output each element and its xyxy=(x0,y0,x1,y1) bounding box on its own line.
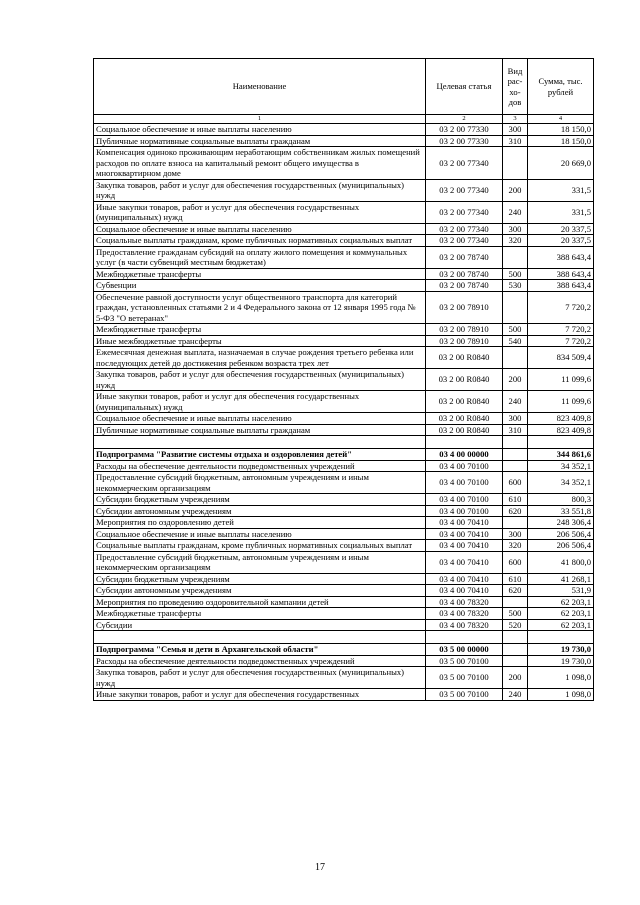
table-row xyxy=(94,573,594,585)
row-amount: 20 337,5 xyxy=(528,223,594,235)
row-expense-kind xyxy=(503,347,528,369)
row-amount: 531,9 xyxy=(528,585,594,597)
page-number: 17 xyxy=(315,862,325,873)
table-row xyxy=(94,540,594,552)
row-amount: 34 352,1 xyxy=(528,472,594,494)
row-name: Подпрограмма "Развитие системы отдыха и оздоровления детей" xyxy=(94,449,426,461)
row-name: Публичные нормативные социальные выплаты гражданам xyxy=(94,135,426,147)
row-amount: 388 643,4 xyxy=(528,280,594,292)
row-target-code: 03 2 00 77340 xyxy=(426,223,503,235)
row-name: Межбюджетные трансферты xyxy=(94,268,426,280)
row-target-code: 03 4 00 00000 xyxy=(426,449,503,461)
row-name: Закупка товаров, работ и услуг для обеспечения государственных (муниципальных) нужд xyxy=(94,667,426,689)
table-row xyxy=(94,369,594,391)
row-amount: 388 643,4 xyxy=(528,268,594,280)
table-row xyxy=(94,619,594,631)
row-expense-kind: 300 xyxy=(503,413,528,425)
row-target-code: 03 2 00 78910 xyxy=(426,324,503,336)
row-amount: 7 720,2 xyxy=(528,324,594,336)
spacer-cell xyxy=(426,631,503,644)
row-name: Социальное обеспечение и иные выплаты населению xyxy=(94,223,426,235)
header-sum: Сумма, тыс. рублей xyxy=(528,59,594,115)
row-target-code: 03 4 00 78320 xyxy=(426,619,503,631)
row-target-code: 03 4 00 70410 xyxy=(426,551,503,573)
row-name: Субсидии бюджетным учреждениям xyxy=(94,573,426,585)
row-amount: 20 337,5 xyxy=(528,235,594,247)
table-row xyxy=(94,223,594,235)
row-expense-kind xyxy=(503,449,528,461)
row-name: Расходы на обеспечение деятельности подведомственных учреждений xyxy=(94,655,426,667)
column-number: 1 xyxy=(94,115,426,124)
row-expense-kind: 310 xyxy=(503,135,528,147)
row-amount: 7 720,2 xyxy=(528,291,594,324)
row-expense-kind: 310 xyxy=(503,424,528,436)
row-name: Иные закупки товаров, работ и услуг для обеспечения государственных (муниципальных) нужд xyxy=(94,391,426,413)
row-expense-kind: 320 xyxy=(503,540,528,552)
row-target-code: 03 4 00 70410 xyxy=(426,517,503,529)
table-row xyxy=(94,424,594,436)
table-row xyxy=(94,585,594,597)
row-amount: 1 098,0 xyxy=(528,689,594,701)
column-number: 4 xyxy=(528,115,594,124)
row-name: Субсидии автономным учреждениям xyxy=(94,585,426,597)
row-target-code: 03 4 00 78320 xyxy=(426,608,503,620)
row-amount: 823 409,8 xyxy=(528,424,594,436)
table-row xyxy=(94,472,594,494)
row-name: Субсидии бюджетным учреждениям xyxy=(94,494,426,506)
row-target-code: 03 4 00 78320 xyxy=(426,596,503,608)
table-row xyxy=(94,201,594,223)
table-row xyxy=(94,268,594,280)
row-amount: 18 150,0 xyxy=(528,135,594,147)
table-row xyxy=(94,655,594,667)
table-spacer-row xyxy=(94,436,594,449)
row-amount: 331,5 xyxy=(528,201,594,223)
row-amount: 1 098,0 xyxy=(528,667,594,689)
row-expense-kind: 200 xyxy=(503,179,528,201)
row-name: Мероприятия по проведению оздоровительной кампании детей xyxy=(94,596,426,608)
table-row xyxy=(94,147,594,180)
table-row xyxy=(94,391,594,413)
row-name: Межбюджетные трансферты xyxy=(94,608,426,620)
row-name: Социальное обеспечение и иные выплаты населению xyxy=(94,528,426,540)
row-amount: 20 669,0 xyxy=(528,147,594,180)
row-amount: 34 352,1 xyxy=(528,460,594,472)
row-amount: 33 551,8 xyxy=(528,505,594,517)
row-name: Субвенции xyxy=(94,280,426,292)
row-name: Иные закупки товаров, работ и услуг для обеспечения государственных xyxy=(94,689,426,701)
row-target-code: 03 5 00 00000 xyxy=(426,644,503,656)
row-expense-kind: 240 xyxy=(503,391,528,413)
row-expense-kind: 320 xyxy=(503,235,528,247)
row-expense-kind: 200 xyxy=(503,369,528,391)
row-name: Социальное обеспечение и иные выплаты населению xyxy=(94,413,426,425)
header-kind: Вид рас-хо-дов xyxy=(503,59,528,115)
header-code: Целевая статья xyxy=(426,59,503,115)
row-expense-kind: 500 xyxy=(503,324,528,336)
table-row xyxy=(94,235,594,247)
table-row xyxy=(94,135,594,147)
table-row xyxy=(94,413,594,425)
row-amount: 206 506,4 xyxy=(528,540,594,552)
row-amount: 62 203,1 xyxy=(528,596,594,608)
row-expense-kind: 240 xyxy=(503,201,528,223)
table-row xyxy=(94,528,594,540)
row-target-code: 03 2 00 78910 xyxy=(426,335,503,347)
row-target-code: 03 2 00 R0840 xyxy=(426,391,503,413)
header-name: Наименование xyxy=(94,59,426,115)
table-row xyxy=(94,517,594,529)
row-amount: 41 268,1 xyxy=(528,573,594,585)
row-target-code: 03 4 00 70410 xyxy=(426,528,503,540)
row-name: Публичные нормативные социальные выплаты гражданам xyxy=(94,424,426,436)
row-target-code: 03 5 00 70100 xyxy=(426,655,503,667)
row-target-code: 03 2 00 R0840 xyxy=(426,347,503,369)
budget-page xyxy=(93,58,593,701)
row-target-code: 03 2 00 77330 xyxy=(426,135,503,147)
row-target-code: 03 2 00 77340 xyxy=(426,235,503,247)
subprogram-row xyxy=(94,449,594,461)
row-expense-kind xyxy=(503,291,528,324)
row-name: Мероприятия по оздоровлению детей xyxy=(94,517,426,529)
row-name: Закупка товаров, работ и услуг для обеспечения государственных (муниципальных) нужд xyxy=(94,369,426,391)
row-expense-kind: 610 xyxy=(503,494,528,506)
row-name: Предоставление субсидий бюджетным, автономным учреждениям и иным некоммерческим организациям xyxy=(94,472,426,494)
row-amount: 331,5 xyxy=(528,179,594,201)
row-name: Предоставление гражданам субсидий на оплату жилого помещения и коммунальных услуг (в части субвенций местным бюджетам) xyxy=(94,246,426,268)
row-expense-kind: 200 xyxy=(503,667,528,689)
spacer-cell xyxy=(528,631,594,644)
row-amount: 11 099,6 xyxy=(528,391,594,413)
row-amount: 19 730,0 xyxy=(528,655,594,667)
row-name: Межбюджетные трансферты xyxy=(94,324,426,336)
row-amount: 834 509,4 xyxy=(528,347,594,369)
row-target-code: 03 4 00 70410 xyxy=(426,573,503,585)
row-name: Предоставление субсидий бюджетным, автономным учреждениям и иным некоммерческим организациям xyxy=(94,551,426,573)
row-name: Субсидии автономным учреждениям xyxy=(94,505,426,517)
row-amount: 11 099,6 xyxy=(528,369,594,391)
row-name: Закупка товаров, работ и услуг для обеспечения государственных (муниципальных) нужд xyxy=(94,179,426,201)
row-expense-kind: 300 xyxy=(503,528,528,540)
table-row xyxy=(94,505,594,517)
table-row xyxy=(94,347,594,369)
table-row xyxy=(94,494,594,506)
row-amount: 62 203,1 xyxy=(528,608,594,620)
row-expense-kind xyxy=(503,246,528,268)
row-amount: 18 150,0 xyxy=(528,124,594,136)
row-target-code: 03 4 00 70410 xyxy=(426,585,503,597)
row-name: Социальное обеспечение и иные выплаты населению xyxy=(94,124,426,136)
row-amount: 344 861,6 xyxy=(528,449,594,461)
row-amount: 248 306,4 xyxy=(528,517,594,529)
row-expense-kind: 530 xyxy=(503,280,528,292)
row-target-code: 03 2 00 77340 xyxy=(426,179,503,201)
row-expense-kind: 240 xyxy=(503,689,528,701)
row-amount: 62 203,1 xyxy=(528,619,594,631)
column-number: 3 xyxy=(503,115,528,124)
row-target-code: 03 5 00 70100 xyxy=(426,667,503,689)
row-name: Иные межбюджетные трансферты xyxy=(94,335,426,347)
subprogram-row xyxy=(94,644,594,656)
table-row xyxy=(94,179,594,201)
row-amount: 19 730,0 xyxy=(528,644,594,656)
row-target-code: 03 4 00 70100 xyxy=(426,494,503,506)
row-name: Иные закупки товаров, работ и услуг для обеспечения государственных (муниципальных) нужд xyxy=(94,201,426,223)
row-expense-kind: 500 xyxy=(503,268,528,280)
row-expense-kind: 620 xyxy=(503,585,528,597)
row-target-code: 03 4 00 70410 xyxy=(426,540,503,552)
row-name: Социальные выплаты гражданам, кроме публичных нормативных социальных выплат xyxy=(94,540,426,552)
row-expense-kind: 300 xyxy=(503,124,528,136)
row-expense-kind xyxy=(503,460,528,472)
column-number: 2 xyxy=(426,115,503,124)
row-target-code: 03 2 00 78910 xyxy=(426,291,503,324)
row-target-code: 03 2 00 78740 xyxy=(426,268,503,280)
table-row xyxy=(94,608,594,620)
row-amount: 206 506,4 xyxy=(528,528,594,540)
table-body xyxy=(94,124,594,701)
row-name: Компенсация одиноко проживающим неработающим собственникам жилых помещений расходов по оплате взноса на капитальный ремонт общего имущества в многоквартирном доме xyxy=(94,147,426,180)
table-row xyxy=(94,291,594,324)
spacer-cell xyxy=(503,631,528,644)
row-name: Субсидии xyxy=(94,619,426,631)
table-row xyxy=(94,551,594,573)
row-target-code: 03 2 00 R0840 xyxy=(426,369,503,391)
row-expense-kind: 620 xyxy=(503,505,528,517)
row-target-code: 03 2 00 R0840 xyxy=(426,413,503,425)
table-spacer-row xyxy=(94,631,594,644)
row-target-code: 03 4 00 70100 xyxy=(426,472,503,494)
row-target-code: 03 5 00 70100 xyxy=(426,689,503,701)
row-expense-kind: 520 xyxy=(503,619,528,631)
spacer-cell xyxy=(426,436,503,449)
row-target-code: 03 2 00 R0840 xyxy=(426,424,503,436)
column-number-row xyxy=(94,115,594,124)
row-name: Расходы на обеспечение деятельности подведомственных учреждений xyxy=(94,460,426,472)
table-row xyxy=(94,246,594,268)
row-amount: 41 800,0 xyxy=(528,551,594,573)
spacer-cell xyxy=(528,436,594,449)
table-row xyxy=(94,596,594,608)
row-target-code: 03 4 00 70100 xyxy=(426,460,503,472)
row-target-code: 03 2 00 78740 xyxy=(426,246,503,268)
row-target-code: 03 2 00 77330 xyxy=(426,124,503,136)
row-name: Подпрограмма "Семья и дети в Архангельской области" xyxy=(94,644,426,656)
row-expense-kind: 600 xyxy=(503,472,528,494)
spacer-cell xyxy=(94,631,426,644)
row-name: Социальные выплаты гражданам, кроме публичных нормативных социальных выплат xyxy=(94,235,426,247)
budget-table xyxy=(93,58,594,701)
row-amount: 800,3 xyxy=(528,494,594,506)
row-expense-kind xyxy=(503,517,528,529)
row-expense-kind: 610 xyxy=(503,573,528,585)
row-target-code: 03 2 00 77340 xyxy=(426,147,503,180)
row-target-code: 03 4 00 70100 xyxy=(426,505,503,517)
row-expense-kind: 500 xyxy=(503,608,528,620)
row-target-code: 03 2 00 77340 xyxy=(426,201,503,223)
table-row xyxy=(94,280,594,292)
row-expense-kind: 600 xyxy=(503,551,528,573)
spacer-cell xyxy=(94,436,426,449)
row-expense-kind xyxy=(503,644,528,656)
row-expense-kind: 300 xyxy=(503,223,528,235)
table-row xyxy=(94,124,594,136)
table-row xyxy=(94,667,594,689)
row-expense-kind xyxy=(503,596,528,608)
row-amount: 7 720,2 xyxy=(528,335,594,347)
row-expense-kind xyxy=(503,147,528,180)
row-amount: 823 409,8 xyxy=(528,413,594,425)
spacer-cell xyxy=(503,436,528,449)
table-row xyxy=(94,324,594,336)
table-row xyxy=(94,460,594,472)
row-name: Ежемесячная денежная выплата, назначаемая в случае рождения третьего ребенка или последующих детей до достижения ребенком возраста трех лет xyxy=(94,347,426,369)
table-row xyxy=(94,689,594,701)
table-header-row xyxy=(94,59,594,115)
row-expense-kind xyxy=(503,655,528,667)
row-expense-kind: 540 xyxy=(503,335,528,347)
row-name: Обеспечение равной доступности услуг общественного транспорта для категорий граждан, установленных статьями 2 и 4 Федерального закона от 12 января 1995 года № 5-ФЗ "О ветеранах" xyxy=(94,291,426,324)
row-target-code: 03 2 00 78740 xyxy=(426,280,503,292)
table-row xyxy=(94,335,594,347)
row-amount: 388 643,4 xyxy=(528,246,594,268)
